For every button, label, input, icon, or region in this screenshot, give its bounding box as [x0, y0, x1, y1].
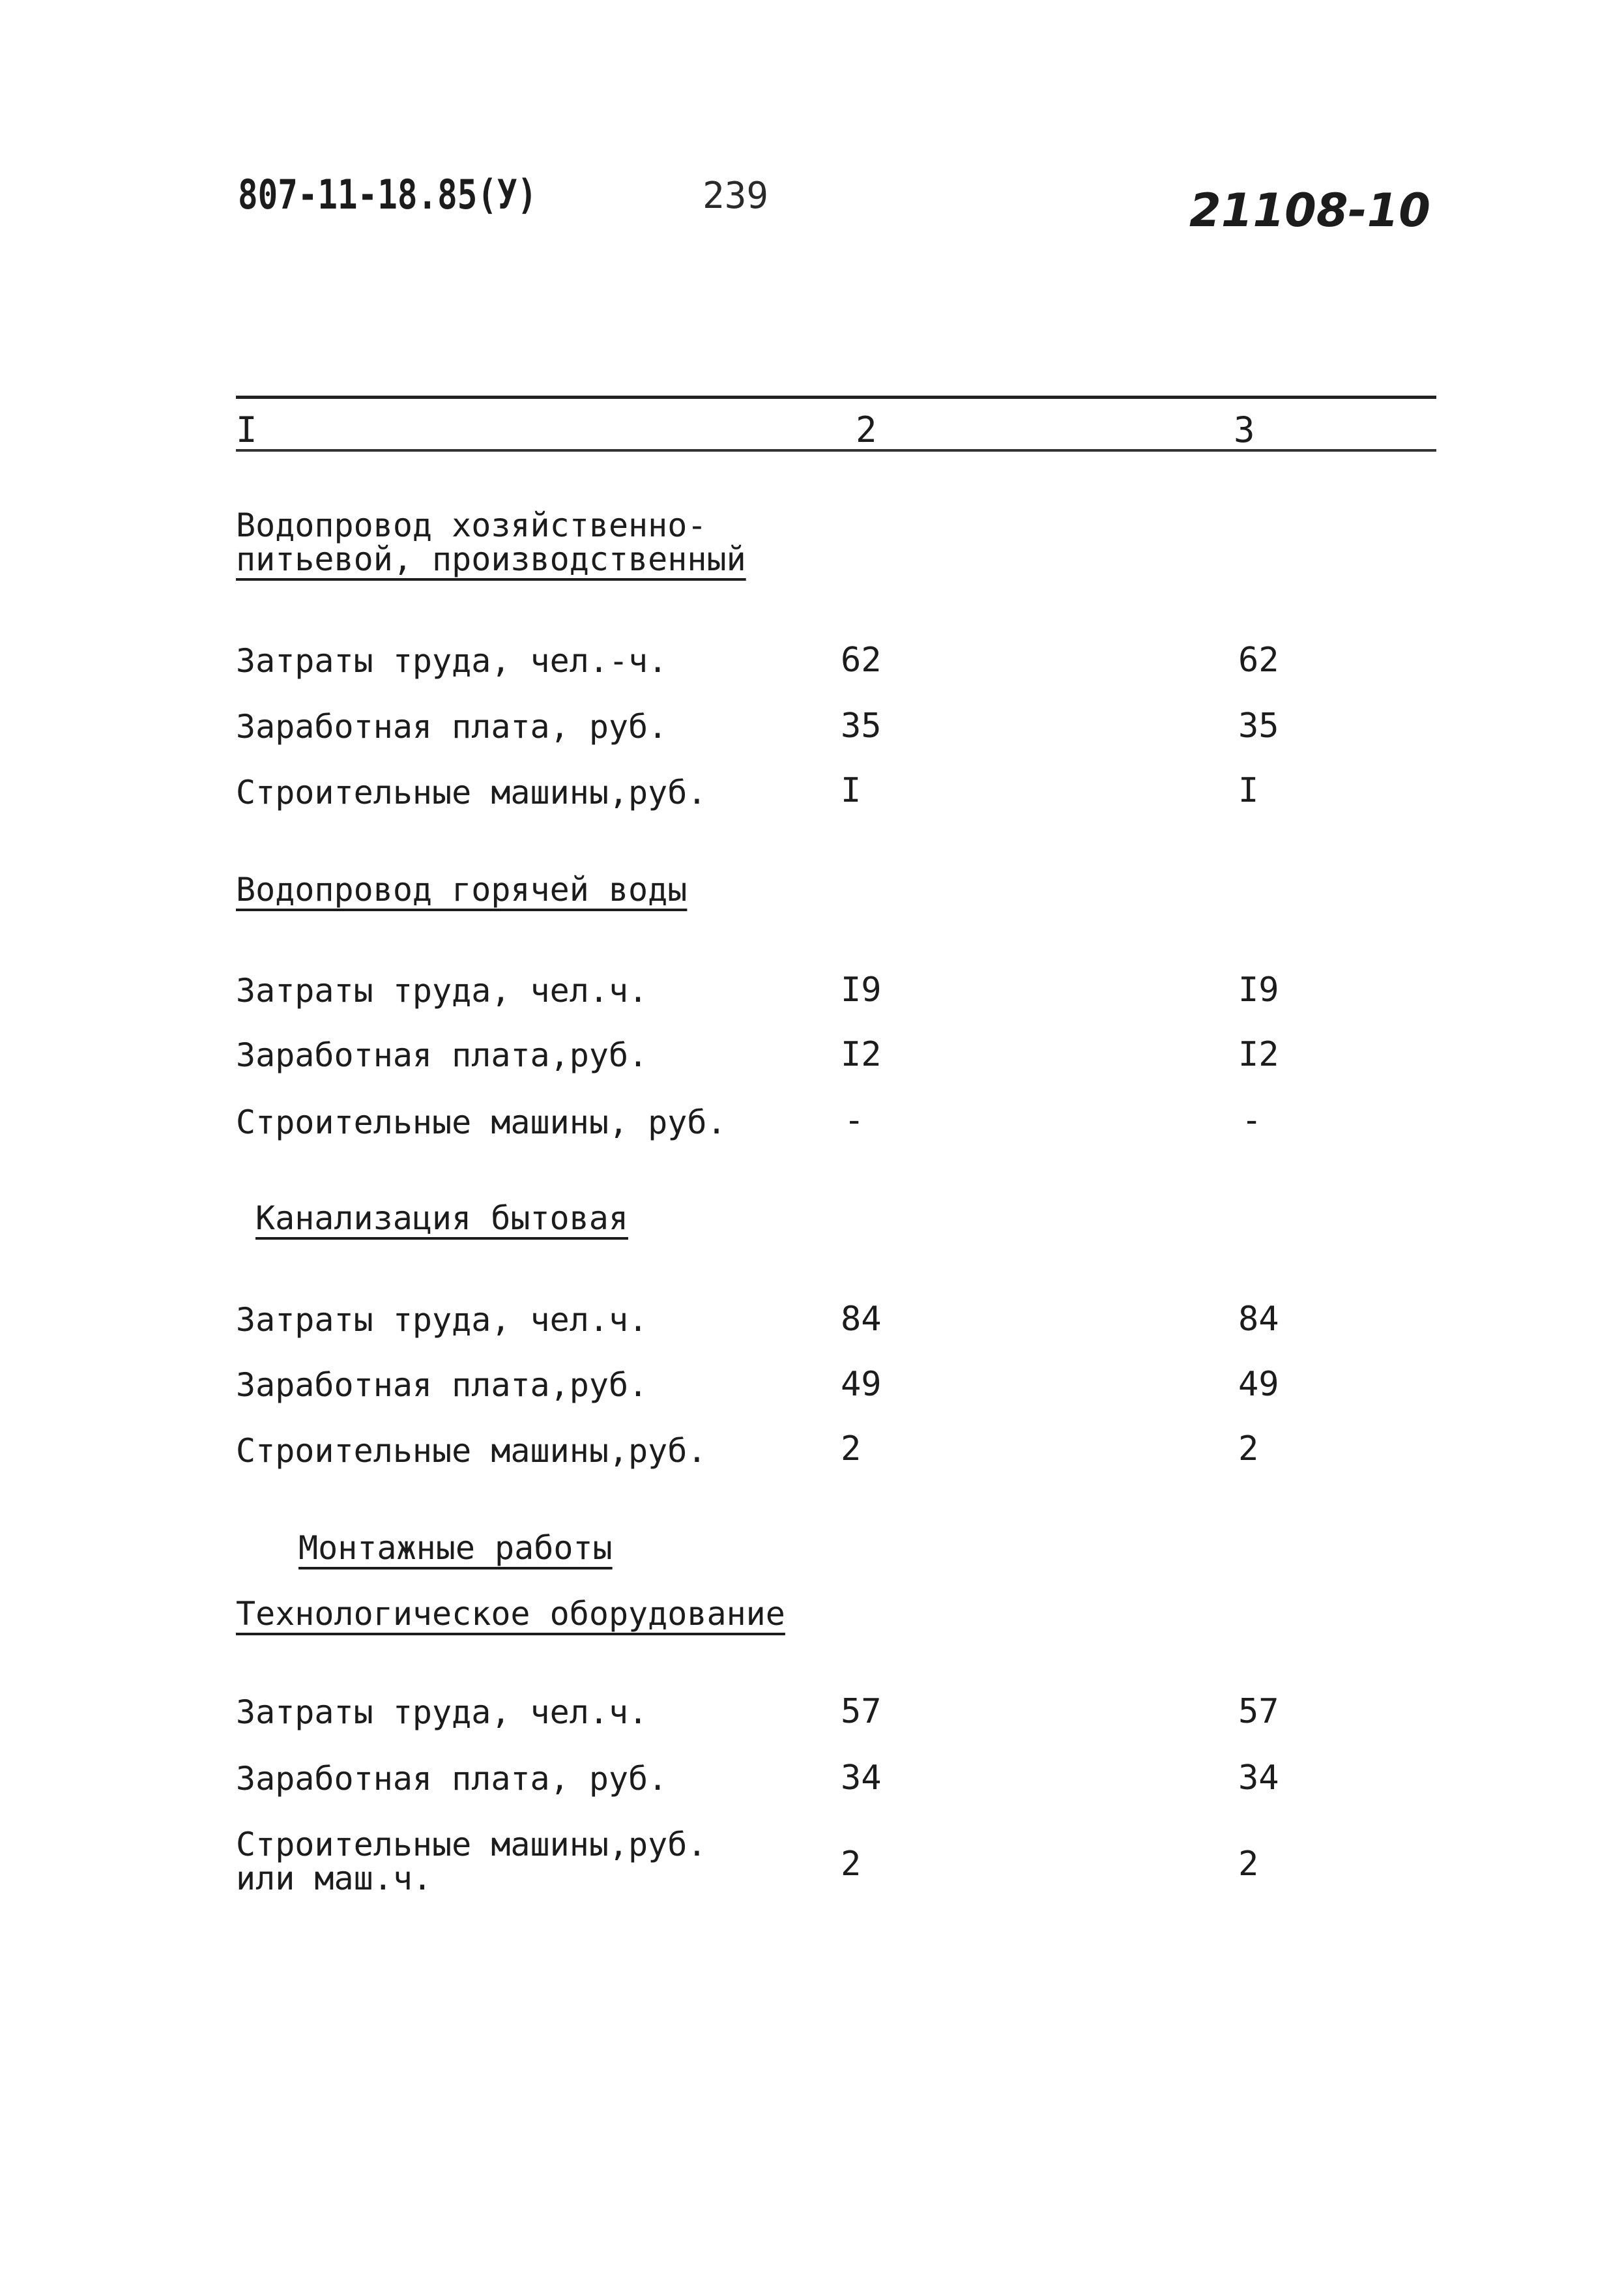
row-label: Строительные машины, руб.	[236, 1103, 727, 1141]
row-value-col2: I9	[841, 970, 882, 1010]
section-title-line1: Водопровод хозяйственно-	[236, 506, 707, 544]
column-header-1: I	[236, 409, 257, 450]
section-title: Технологическое оборудование	[236, 1595, 785, 1633]
row-value-col3: 2	[1238, 1429, 1259, 1468]
row-value-col2: -	[844, 1101, 865, 1140]
row-value-col2: 2	[841, 1429, 862, 1468]
table-header-rule	[236, 449, 1436, 452]
row-value-col2: I	[841, 771, 862, 810]
group-title: Монтажные работы	[298, 1529, 613, 1567]
row-value-col3: 34	[1238, 1758, 1279, 1798]
row-value-col3: 62	[1238, 641, 1279, 680]
section-title: Канализация бытовая	[255, 1199, 628, 1237]
row-label: Затраты труда, чел.-ч.	[236, 642, 668, 680]
row-value-col3: 84	[1238, 1300, 1279, 1339]
row-label: Заработная плата,руб.	[236, 1366, 648, 1404]
row-label: Заработная плата, руб.	[236, 708, 668, 746]
row-value-col3: I9	[1238, 970, 1279, 1010]
page-number: 239	[703, 175, 769, 217]
row-label: Заработная плата,руб.	[236, 1036, 648, 1074]
row-value-col3: 57	[1238, 1692, 1279, 1731]
column-header-2: 2	[856, 409, 877, 450]
row-value-col2: 2	[841, 1845, 862, 1884]
row-label-line1: Строительные машины,руб.	[236, 1826, 707, 1863]
row-value-col3: I	[1238, 771, 1259, 810]
section-title: Водопровод горячей воды	[236, 871, 688, 909]
section-title-line2: питьевой, производственный	[236, 540, 746, 578]
row-value-col2: 84	[841, 1300, 882, 1339]
row-label: Строительные машины,руб.	[236, 1432, 707, 1470]
row-label: Затраты труда, чел.ч.	[236, 1301, 648, 1339]
row-value-col3: 2	[1238, 1845, 1259, 1884]
row-value-col2: 34	[841, 1758, 882, 1798]
row-label: Затраты труда, чел.ч.	[236, 1693, 648, 1731]
row-value-col3: I2	[1238, 1035, 1279, 1074]
column-header-3: 3	[1234, 409, 1255, 450]
row-label: Заработная плата, руб.	[236, 1760, 668, 1798]
document-code: 807-11-18.85(У)	[238, 171, 538, 218]
row-label: Затраты труда, чел.ч.	[236, 972, 648, 1010]
row-value-col2: 62	[841, 641, 882, 680]
row-value-col2: 49	[841, 1365, 882, 1404]
row-value-col3: -	[1241, 1101, 1262, 1140]
row-label: Строительные машины,руб.	[236, 774, 707, 811]
row-value-col2: 35	[841, 707, 882, 746]
table-top-rule	[236, 396, 1436, 399]
row-value-col3: 49	[1238, 1365, 1279, 1404]
row-value-col2: I2	[841, 1035, 882, 1074]
row-value-col2: 57	[841, 1692, 882, 1731]
row-value-col3: 35	[1238, 707, 1279, 746]
row-label-line2: или маш.ч.	[236, 1860, 433, 1897]
sheet-code: 21108-10	[1189, 184, 1430, 237]
